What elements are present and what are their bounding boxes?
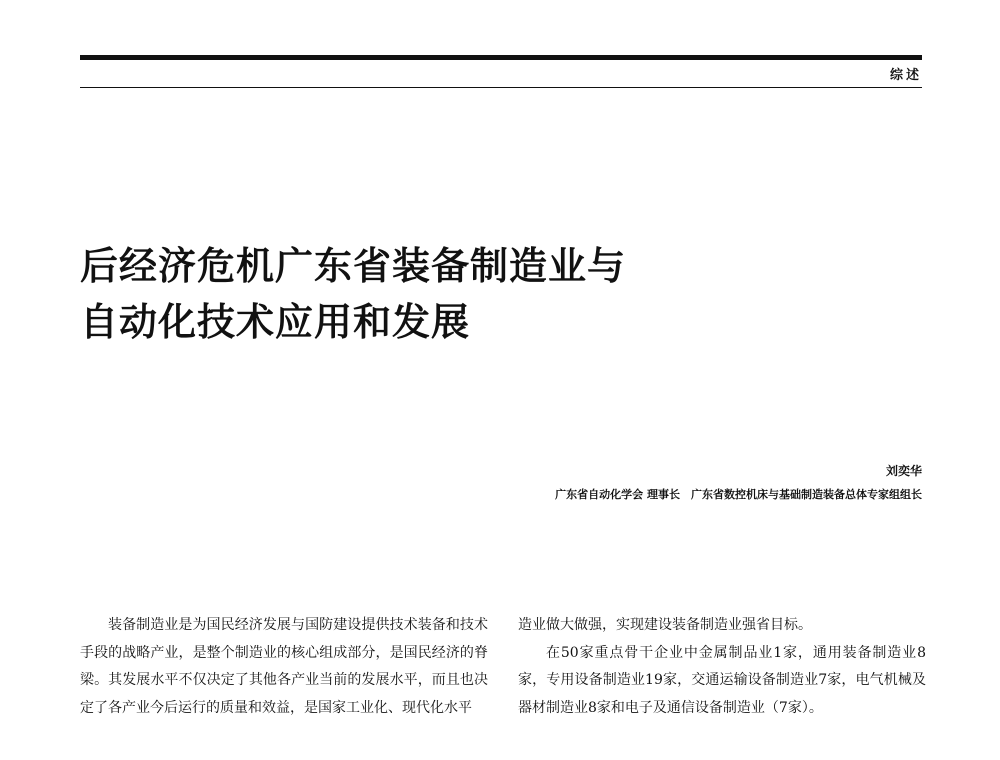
- section-label: 综述: [889, 68, 922, 83]
- article-title-line-1: 后经济危机广东省装备制造业与: [80, 244, 627, 288]
- body-column-right: [518, 612, 926, 722]
- body-paragraph: 在50家重点骨干企业中金属制品业1家，通用装备制造业8家，专用设备制造业19家，交通运输设备制造业7家，电气机械及器材制造业8家和电子及通信设备制造业（7家）。: [518, 644, 926, 716]
- body-paragraph-continued: 造业做大做强，实现建设装备制造业强省目标。: [518, 617, 812, 633]
- header-rule-thick: [80, 55, 922, 60]
- header-rule-thin: [80, 87, 922, 88]
- article-title-line-2: 自动化技术应用和发展: [80, 300, 471, 344]
- author-name: 刘奕华: [885, 464, 922, 478]
- author-affiliation: 广东省自动化学会 理事长 广东省数控机床与基础制造装备总体专家组组长: [555, 488, 922, 501]
- body-column-left: [80, 612, 488, 722]
- body-paragraph: 装备制造业是为国民经济发展与国防建设提供技术装备和技术手段的战略产业，是整个制造业的核心组成部分，是国民经济的脊梁。其发展水平不仅决定了其他各产业当前的发展水平，而且也决定了各产业今后运行的质量和效益，是国家工业化、现代化水平: [80, 617, 488, 716]
- article-title: [80, 238, 626, 350]
